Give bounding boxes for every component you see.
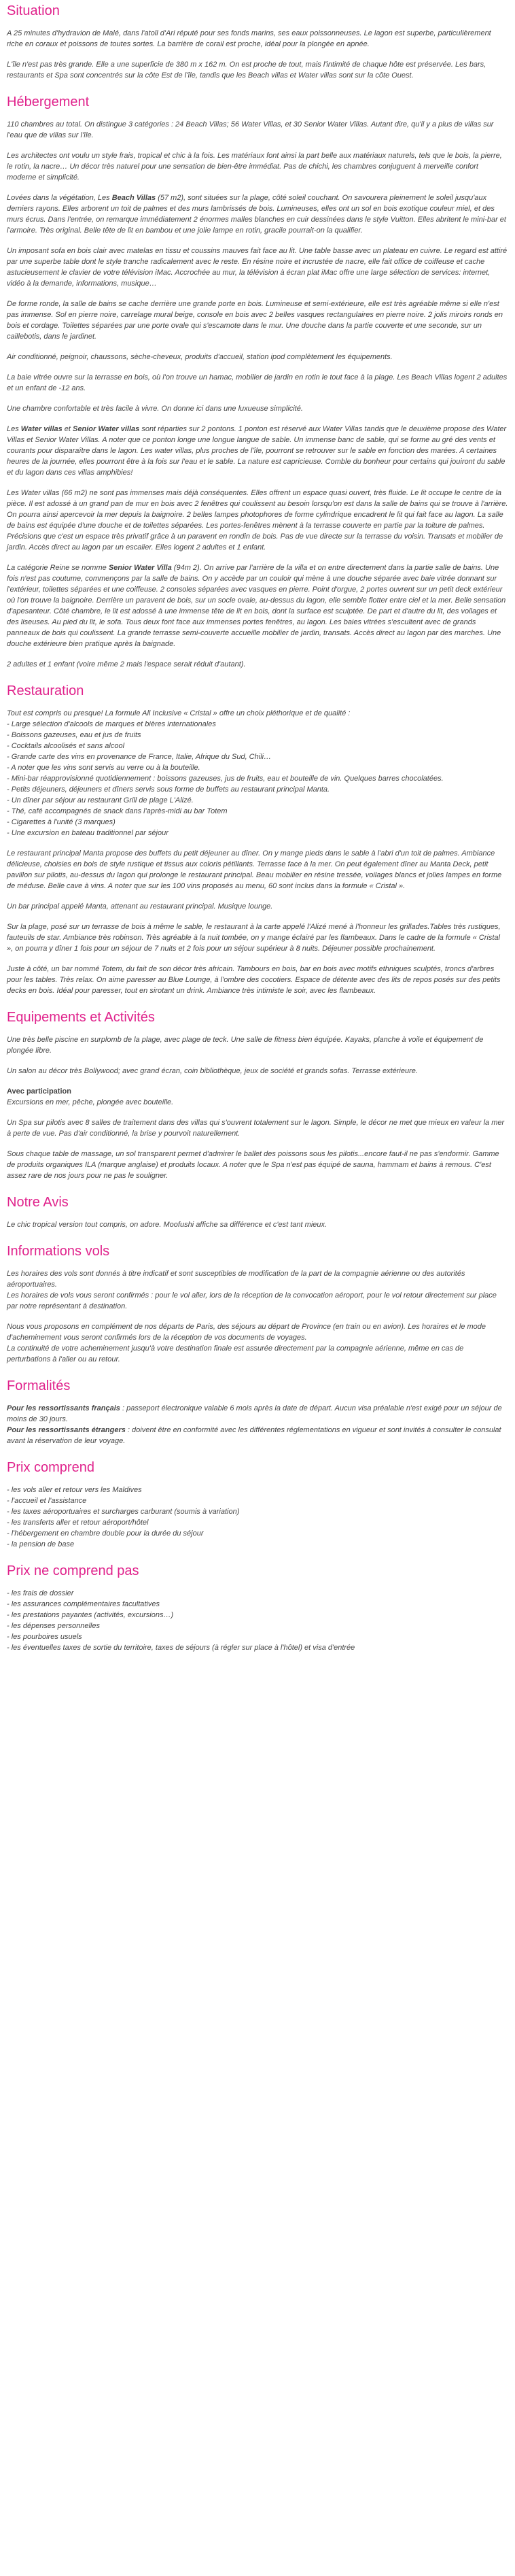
paragraph: Un imposant sofa en bois clair avec matelas en tissu et coussins mauves fait face au lit. Une table basse avec un plateau en cuivre. Le regard est attiré par une superbe table dont le style tranche radicalement avec le reste. En résine noire et incrustée de nacre, elle fait office de coiffeuse et cache astucieusement le clavier de votre télévision iMac. Accrochée au mur, la télévision à écran plat iMac offre une large sélection de services: internet, vidéo à la demande, informations, musique… [7, 247, 508, 288]
text: Lovées dans la végétation, Les [7, 194, 112, 202]
paragraph-beach-villas [7, 192, 508, 236]
text: : doivent être en conformité avec les différentes réglementations en vigueur et sont invités à consulter le consulat avant la réservation de leur voyage. [7, 1426, 501, 1445]
section-title-vols: Informations vols [7, 1244, 110, 1259]
list-item: - Large sélection d'alcools de marques et bières internationales [7, 720, 216, 728]
list-item: - Thé, café accompagnés de snack dans l'après-midi au bar Totem [7, 807, 228, 815]
paragraph: Air conditionné, peignoir, chaussons, sèche-cheveux, produits d'accueil, station ipod complètement les équipements. [7, 353, 393, 361]
paragraph: Une très belle piscine en surplomb de la plage, avec plage de teck. Une salle de fitness bien équipée. Kayaks, planche à voile et équipement de plongée libre. [7, 1036, 484, 1055]
list-item: - les vols aller et retour vers les Maldives [7, 1486, 142, 1494]
section-vols [7, 1242, 508, 1365]
paragraph-water-villas [7, 424, 508, 478]
paragraph: Un Spa sur pilotis avec 8 salles de traitement dans des villas qui s'ouvrent totalement sur le lagon. Simple, le décor ne met que mieux en valeur la mer à perte de vue. Pas d'air conditionné, la brise y pourvoit naturellement. [7, 1119, 505, 1138]
text: Les [7, 425, 21, 433]
text: (94m 2). On arrive par l'arrière de la villa et on entre directement dans la partie salle de bains. Une fois n'est pas coutume, commençons par la salle de bains. On y accède par un couloir qui mène à une douche séparée avec baie vitrée donnant sur l'extérieur, toilettes séparées et une coiffeuse. 2 consoles séparées avec vasques en pierre. Point d'orgue, 2 portes ouvrent sur un petit deck extérieur où l'on trouve la baignoire. Derrière un paravent de bois, sur un socle ovale, au-dessus du lagon, elle semble flotter entre ciel et la mer. Belle sensation d'apesanteur. Côté chambre, le lit est adossé à une immense tête de lit en bois, dont la surface est sculptée. De part et d'autre du lit, des voilages et des liseuses. Au pied du lit, le sofa. Tous deux font face aux immenses portes fenêtres, au lagon. Les baies vitrées s'escultent avec de grands panneaux de bois qui coulissent. La grande terrasse semi-couverte accueille mobilier de jardin, transats. Accès direct au lagon par des marches. Une douche extérieure bien pratique après la baignade. [7, 564, 506, 648]
paragraph: Un bar principal appelé Manta, attenant au restaurant principal. Musique lounge. [7, 902, 273, 911]
bold-term: Pour les ressortissants français [7, 1404, 120, 1412]
paragraph: Le chic tropical version tout compris, on adore. Moofushi affiche sa différence et c'est tant mieux. [7, 1221, 327, 1229]
paragraph: Tout est compris ou presque! La formule All Inclusive « Cristal » offre un choix pléthorique et de qualité : [7, 709, 351, 717]
section-title-hebergement: Hébergement [7, 95, 90, 109]
bold-term: Senior Water Villa [108, 564, 172, 572]
list-item: - les dépenses personnelles [7, 1622, 100, 1630]
paragraph-avec-participation [7, 1086, 508, 1108]
paragraph: Une chambre confortable et très facile à vivre. On donne ici dans une luxueuse simplicité. [7, 405, 303, 413]
paragraph: Le restaurant principal Manta propose des buffets du petit déjeuner au dîner. On y mange pieds dans le sable à l'abri d'un toit de palmes. Ambiance délicieuse, choisies en bois de style rustique et tissus aux coloris pétillants. Terrasse face à la mer. On peut également dîner au Manta Deck, petit pavillon sur pilotis, au-dessus du lagon qui prolonge le restaurant principal. Beau mobilier en résine tressée, voilages blancs et jolies lampes en forme de méduse. Belle cave à vins. A noter que sur les 100 vins proposés au menu, 60 sont inclus dans la formule « Cristal ». [7, 849, 502, 890]
section-title-formalites: Formalités [7, 1378, 71, 1393]
list-item: - Une excursion en bateau traditionnel par séjour [7, 829, 168, 837]
excluded-list [7, 1588, 508, 1653]
bold-term: Water villas [20, 425, 63, 433]
bold-term: Senior Water villas [73, 425, 140, 433]
section-formalites [7, 1377, 508, 1446]
list-item: - les éventuelles taxes de sortie du territoire, taxes de séjours (à régler sur place à l'hôtel) et visa d'entrée [7, 1644, 355, 1652]
list-item: - Un dîner par séjour au restaurant Grill de plage L'Alizé. [7, 796, 194, 804]
list-item: - les transferts aller et retour aéroport/hôtel [7, 1519, 149, 1527]
paragraph: Les Water villas (66 m2) ne sont pas immenses mais déjà conséquentes. Elles offrent un espace quasi ouvert, très fluide. Le lit occupe le centre de la pièce. Il est adossé à un grand pan de mur en bois avec 2 fenêtres qui coulissent au besoin lorsqu'on est dans la salle de bains qui se trouve à l'arrière. On pourra ainsi apercevoir la mer depuis la baignoire. 2 belles lampes photophores de forme cylindrique encadrent le lit qui fait face au lagon. La salle de bains est équipée d'une douche et de toilettes séparées. Les portes-fenêtres mènent à la terrasse couverte en partie par la toiture de palmes. Précisions que c'est un espace très privatif grâce à un paravent en rondin de bois. Pas de vue directe sur la terrasse du voisin. Transats et mobilier de jardin. Accès direct au lagon par un escalier. Elles logent 2 adultes et 1 enfant. [7, 489, 508, 552]
text: : passeport électronique valable 6 mois après la date de départ. Aucun visa préalable n'est exigé pour un séjour de moins de 30 jours. [7, 1404, 502, 1423]
list-item: - les prestations payantes (activités, excursions…) [7, 1611, 174, 1619]
text: Excursions en mer, pêche, plongée avec bouteille. [7, 1098, 174, 1106]
paragraph: Sous chaque table de massage, un sol transparent permet d'admirer le ballet des poissons sous les pilotis...encore faut-il ne pas s'endormir. Gamme de produits organiques ILA (marque anglaise) et produits locaux. A noter que le Spa n'est pas équipé de sauna, hammam et bains à remous. C'est assez rare de nos jours pour ne pas le souligner. [7, 1150, 499, 1180]
text: Nous vous proposons en complément de nos départs de Paris, des séjours au départ de Province (en train ou en avion). Les horaires et le mode d'acheminement vous seront confirmés lors de la réception de vos documents de voyages. [7, 1323, 486, 1342]
text: Les horaires des vols sont donnés à titre indicatif et sont susceptibles de modification de la part de la compagnie aérienne ou des autorités aéroportuaires. [7, 1270, 465, 1289]
paragraph: Sur la plage, posé sur un terrasse de bois à même le sable, le restaurant à la carte appelé l'Alizé mené à l'honneur les grillades.Tables très rustiques, fauteuils de star. Ambiance très robinson. Très agréable à la nuit tombée, on y mange éclairé par les flambeaux. Dans le cadre de la formule « Cristal », on pourra y dîner 1 fois pour un séjour de 7 nuits et 2 fois pour un séjour supérieur à 8 nuits. Déjeuner possible prochainement. [7, 923, 501, 953]
text: La continuité de votre acheminement jusqu'à votre destination finale est assurée directement par la compagnie aérienne, même en cas de perturbations à l'aller ou au retour. [7, 1344, 464, 1363]
paragraph [7, 1321, 508, 1365]
list-item: - Grande carte des vins en provenance de France, Italie, Afrique du Sud, Chili… [7, 753, 272, 761]
paragraph: Juste à côté, un bar nommé Totem, du fait de son décor très africain. Tambours en bois, bar en bois avec motifs ethniques sculptés, troncs d'arbres pour les tables. Très relax. On aime paresser au Blue Lounge, à l'ombre des cocotiers. Espace de détente avec des lits de repos posés sur des petits decks en bois. Idéal pour paresser, tout en sirotant un drink. Ambiance très intimiste le soir, avec les flambeaux. [7, 965, 501, 995]
paragraph: A 25 minutes d'hydravion de Malé, dans l'atoll d'Ari réputé pour ses fonds marins, ses eaux poissonneuses. Le lagon est superbe, particulièrement riche en coraux et poissons de toutes sortes. La barrière de corail est proche, idéal pour la plongée en apnée. [7, 29, 491, 48]
paragraph: Un salon au décor très Bollywood; avec grand écran, coin bibliothèque, jeux de société et grands sofas. Terrasse extérieure. [7, 1067, 418, 1075]
paragraph: L'île n'est pas très grande. Elle a une superficie de 380 m x 162 m. On est proche de tout, mais l'intimité de chaque hôte est préservée. Les bars, restaurants et Spa sont concentrés sur la côte Est de l'île, tandis que les Beach villas et Water villas sont sur la côte Ouest. [7, 61, 486, 80]
text: sont réparties sur 2 pontons. 1 ponton est réservé aux Water Villas tandis que le deuxième propose des Water Villas et Senior Water Villas. A noter que ce ponton longe une longue langue de sable. Un immense banc de sable, qui se forme au gré des vents et courants pour disparaître dans le lagon. Les water villas, plus proches de l'île, pourront se retrouver sur le sable en fonction des marées. A certaines heures de la journée, elles pourront être à la fois sur l'eau et le sable. La nature est capricieuse. Comble du bonheur pour certains qui jouiront du sable et du lagon dans ces villas amphibies! [7, 425, 507, 477]
list-item: - l'hébergement en chambre double pour la durée du séjour [7, 1529, 204, 1538]
list-item: - A noter que les vins sont servis au verre ou à la bouteille. [7, 764, 200, 772]
section-title-equipements: Equipements et Activités [7, 1010, 155, 1025]
list-item: - les pourboires usuels [7, 1633, 82, 1641]
list-item: - Boissons gazeuses, eau et jus de fruits [7, 731, 141, 739]
section-prix-comprend [7, 1459, 508, 1550]
section-equipements [7, 1009, 508, 1181]
list-item: - la pension de base [7, 1540, 75, 1548]
list-item: - Mini-bar réapprovisionné quotidiennement : boissons gazeuses, jus de fruits, eau et bouteille de vin. Quelques barres chocolatées. [7, 775, 444, 783]
paragraph: Les architectes ont voulu un style frais, tropical et chic à la fois. Les matériaux font ainsi la part belle aux matériaux naturels, tels que le bois, la pierre, le rotin, la nacre… Un décor très naturel pour une sensation de bien-être immédiat. Pas de chichi, les chambres conjuguent à merveille confort moderne et simplicité. [7, 152, 502, 182]
section-restauration [7, 682, 508, 996]
list-item: - Petits déjeuners, déjeuners et dîners servis sous forme de buffets au restaurant principal Manta. [7, 785, 330, 794]
list-item: - l'accueil et l'assistance [7, 1497, 87, 1505]
paragraph: 2 adultes et 1 enfant (voire même 2 mais l'espace serait réduit d'autant). [7, 660, 246, 668]
section-title-situation: Situation [7, 3, 60, 18]
section-prix-ne-comprend-pas [7, 1562, 508, 1653]
section-title-restauration: Restauration [7, 683, 84, 698]
included-list [7, 1485, 508, 1550]
section-title-avis: Notre Avis [7, 1195, 69, 1210]
list-item: - Cigarettes à l'unité (3 marques) [7, 818, 116, 826]
paragraph: 110 chambres au total. On distingue 3 catégories : 24 Beach Villas; 56 Water Villas, et 30 Senior Water Villas. Autant dire, qu'il y a plus de villas sur l'eau que de villas sur l'île. [7, 120, 494, 139]
list-item: - les frais de dossier [7, 1589, 74, 1597]
text: La catégorie Reine se nomme [7, 564, 109, 572]
text: Les horaires de vols vous seront confirmés : pour le vol aller, lors de la réception de la convocation aéroport, pour le vol retour directement sur place par notre représentant à destination. [7, 1291, 497, 1310]
bold-term: Pour les ressortissants étrangers [7, 1426, 126, 1434]
paragraph [7, 1403, 508, 1446]
list-item: - les assurances complémentaires facultatives [7, 1600, 160, 1608]
section-avis [7, 1193, 508, 1230]
all-inclusive-list [7, 719, 508, 838]
text: et [62, 425, 73, 433]
paragraph: La baie vitrée ouvre sur la terrasse en bois, où l'on trouve un hamac, mobilier de jardin en rotin le tout face à la plage. Les Beach Villas logent 2 adultes et un enfant de -12 ans. [7, 373, 508, 392]
bold-term: Beach Villas [111, 194, 156, 202]
section-title-prix-ne-comprend-pas: Prix ne comprend pas [7, 1563, 139, 1578]
list-item: - les taxes aéroportuaires et surcharges carburant (soumis à variation) [7, 1508, 240, 1516]
text: (57 m2), sont situées sur la plage, côté soleil couchant. On savourera pleinement le soleil jusqu'aux derniers rayons. Elles arborent un toit de palmes et des murs lambrissés de bois. Lumineuses, elles ont un sol en bois exotique couleur miel, et des murs écrus. Dans l'entrée, on remarque immédiatement 2 énormes malles blanches en cuir dessinées dans le style Vuitton. Elles abritent le mini-bar et l'armoire. Très original. Belle tête de lit en bambou et une jolie lampe en rotin, gracile pourrait-on la qualifier. [7, 194, 506, 235]
list-item: - Cocktails alcoolisés et sans alcool [7, 742, 125, 750]
section-hebergement [7, 93, 508, 670]
section-situation [7, 2, 508, 81]
paragraph-senior-water-villa [7, 562, 508, 649]
paragraph: De forme ronde, la salle de bains se cache derrière une grande porte en bois. Lumineuse et semi-extérieure, elle est très agréable même si elle n'est pas immense. Sol en pierre noire, carrelage mural beige, console en bois avec 2 belles vasques rectangulaires en pierre noire. 2 jolis miroirs ronds en bois et cordage. Toilettes séparées par une porte ovale qui s'escamote dans le mur. Une douche dans la partie couverte et une seconde, sur un caillebotis, dans le jardinet. [7, 300, 503, 341]
section-title-prix-comprend: Prix comprend [7, 1460, 94, 1475]
paragraph [7, 1268, 508, 1312]
subheading: Avec participation [7, 1087, 71, 1096]
